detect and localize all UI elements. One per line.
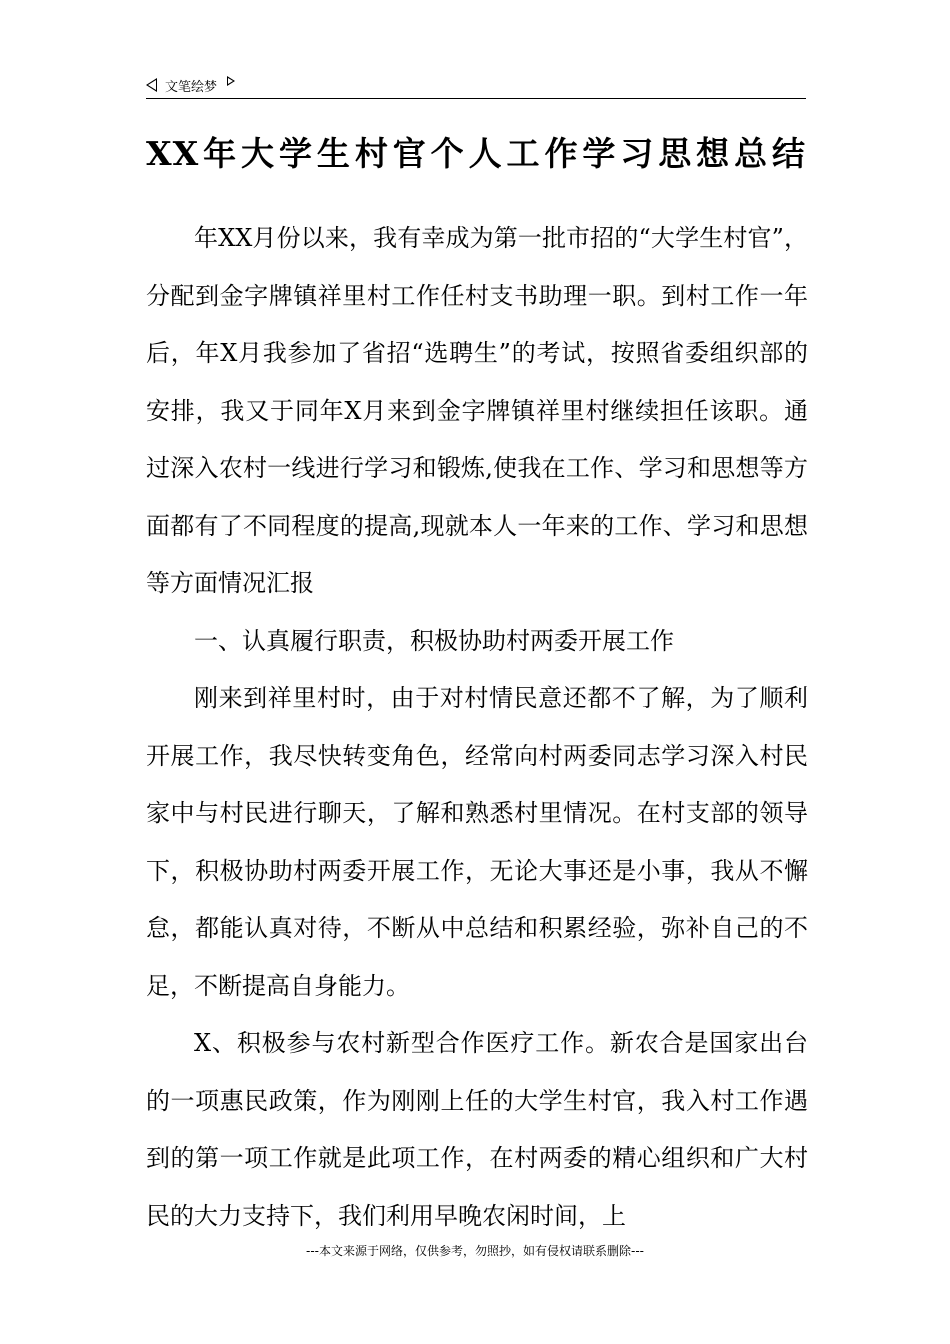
document-title: XX年大学生村官个人工作学习思想总结 [146, 134, 806, 173]
paragraph-medical-work: X、积极参与农村新型合作医疗工作。新农合是国家出台的一项惠民政策，作为刚刚上任的大学生村官，我入村工作遇到的第一项工作就是此项工作，在村两委的精心组织和广大村民的大力支持下，我们利用早晚农闲时间，上 [146, 1029, 808, 1230]
triangle-left-outline-icon [146, 78, 157, 92]
document-body [146, 210, 808, 1245]
header-label: 文笔绘梦 [165, 79, 218, 95]
triangle-right-outline-icon [227, 76, 235, 86]
page-header [146, 74, 806, 96]
footer-disclaimer: ---本文来源于网络，仅供参考，勿照抄，如有侵权请联系删除--- [306, 1244, 644, 1258]
header-divider [146, 98, 806, 99]
paragraph-section-1: 刚来到祥里村时，由于对村情民意还都不了解，为了顺利开展工作，我尽快转变角色，经常向村两委同志学习深入村民家中与村民进行聊天，了解和熟悉村里情况。在村支部的领导下，积极协助村两委开展工作，无论大事还是小事，我从不懈怠，都能认真对待，不断从中总结和积累经验，弥补自己的不足，不断提高自身能力。 [146, 684, 808, 1000]
paragraph-intro: 年XX月份以来，我有幸成为第一批市招的“大学生村官”，分配到金字牌镇祥里村工作任村支书助理一职。到村工作一年后，年X月我参加了省招“选聘生”的考试，按照省委组织部的安排，我又于同年X月来到金字牌镇祥里村继续担任该职。通过深入农村一线进行学习和锻炼,使我在工作、学习和思想等方面都有了不同程度的提高,现就本人一年来的工作、学习和思想等方面情况汇报 [146, 224, 808, 597]
section-heading-1: 一、认真履行职责，积极协助村两委开展工作 [194, 626, 674, 655]
